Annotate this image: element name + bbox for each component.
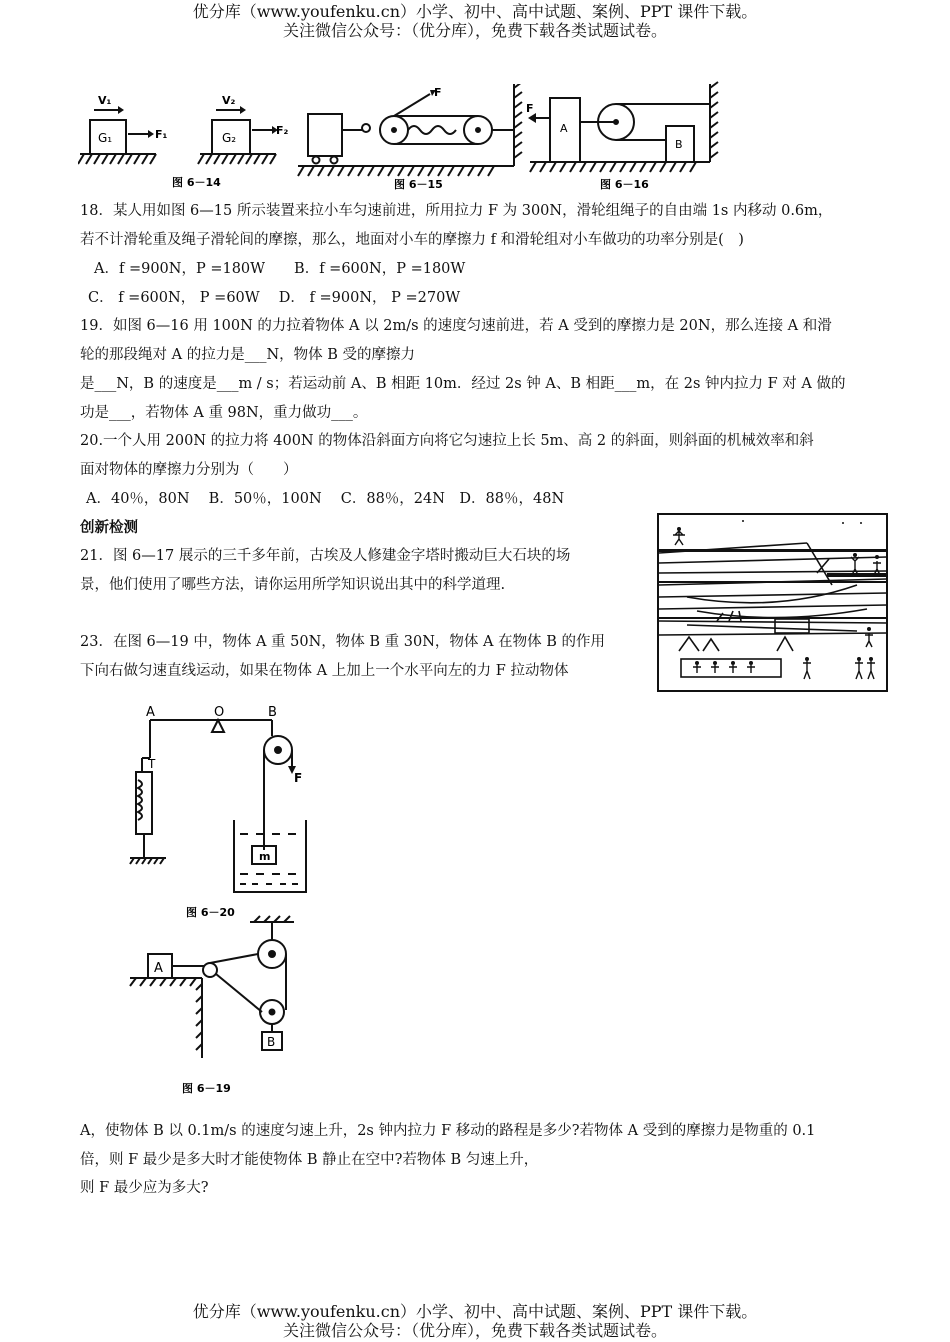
label-v1: V₁ (98, 94, 112, 107)
label-f1: F₁ (155, 128, 168, 141)
label-f: F (294, 771, 303, 785)
q20-options: A．40％，80N B．50％，100N C．88％，24N D．88％，48N (86, 491, 565, 507)
q19-line-1: 19．如图 6—16 用 100N 的力拉着物体 A 以 2m/s 的速度匀速前进，若 A 受到的摩擦力是 20N，那么连接 A 和滑 (80, 318, 832, 334)
q23-line-5: 则 F 最少应为多大? (80, 1180, 209, 1196)
figure-6-19 (126, 914, 316, 1094)
q23-line-1: 23．在图 6—19 中，物体 A 重 50N，物体 B 重 30N，物体 A 在物体 B 的作用 (80, 634, 605, 650)
section-title: 创新检测 (80, 519, 138, 536)
label-m: m (259, 850, 271, 863)
q18-options-ab: A．f =900N，P =180W B．f =600N，P =180W (94, 261, 466, 277)
q23-line-4: 倍，则 F 最少是多大时才能使物体 B 静止在空中?若物体 B 匀速上升， (80, 1152, 539, 1168)
label-v2: V₂ (222, 94, 236, 107)
q23-line-2: 下向右做匀速直线运动，如果在物体 A 上加上一个水平向左的力 F 拉动物体 (80, 663, 569, 679)
label-g2: G₂ (222, 131, 237, 145)
figure-6-16 (524, 80, 720, 192)
header-line-2: 关注微信公众号：（优分库），免费下载各类试题试卷。 (282, 21, 667, 40)
label-f2: F₂ (276, 124, 289, 137)
caption-6-20: 图 6－20 (186, 906, 235, 919)
caption-6-15: 图 6－15 (394, 178, 443, 191)
label-b: B (268, 705, 277, 720)
label-b: B (267, 1035, 276, 1049)
caption-6-16: 图 6－16 (600, 178, 649, 191)
q19-line-2: 轮的那段绳对 A 的拉力是___N，物体 B 受的摩擦力 (80, 347, 415, 363)
figure-6-20 (126, 702, 316, 922)
label-g1: G₁ (98, 131, 113, 145)
q20-line-2: 面对物体的摩擦力分别为（ ） (80, 462, 298, 478)
q18-options-cd: C． f =600N， P =60W D． f =900N， P =270W (88, 290, 461, 306)
caption-6-19: 图 6－19 (182, 1082, 231, 1094)
footer-line-2: 关注微信公众号：（优分库），免费下载各类试题试卷。 (282, 1321, 667, 1340)
figure-6-17-pyramid-scene (657, 513, 889, 693)
label-f: F (434, 86, 442, 99)
label-o: O (214, 705, 225, 720)
q21-line-2: 景，他们使用了哪些方法，请你运用所学知识说出其中的科学道理. (80, 577, 506, 593)
label-b: B (675, 138, 683, 151)
figure-6-14 (78, 88, 293, 192)
q20-line-1: 20.一个人用 200N 的拉力将 400N 的物体沿斜面方向将它匀速拉上长 5m、高 2 的斜面，则斜面的机械效率和斜 (80, 433, 814, 449)
q23-line-3: A，使物体 B 以 0.1m/s 的速度匀速上升，2s 钟内拉力 F 移动的路程是多少?若物体 A 受到的摩擦力是物重的 0.1 (80, 1123, 816, 1139)
label-a: A (560, 122, 568, 135)
label-t: T (148, 757, 156, 771)
caption-6-14: 图 6－14 (172, 176, 221, 189)
q19-line-3: 是___N，B 的速度是___m / s；若运动前 A、B 相距 10m．经过 2s 钟 A、B 相距___m，在 2s 钟内拉力 F 对 A 做的 (80, 376, 846, 392)
q18-line-2: 若不计滑轮重及绳子滑轮间的摩擦，那么，地面对小车的摩擦力 f 和滑轮组对小车做功的功率分别是( ) (80, 232, 744, 248)
figure-6-15 (296, 84, 526, 192)
label-f: F (526, 102, 534, 115)
q21-line-1: 21．图 6—17 展示的三千多年前，古埃及人修建金字塔时搬动巨大石块的场 (80, 548, 571, 564)
q18-line-1: 18．某人用如图 6—15 所示装置来拉小车匀速前进，所用拉力 F 为 300N，滑轮组绳子的自由端 1s 内移动 0.6m， (80, 203, 833, 219)
label-a: A (154, 961, 163, 976)
label-a: A (146, 705, 155, 720)
q19-line-4: 功是___，若物体 A 重 98N，重力做功___。 (80, 405, 368, 421)
header-line-1: 优分库（www.youfenku.cn）小学、初中、高中试题、案例、PPT 课件下载。 (192, 2, 758, 21)
footer-line-1: 优分库（www.youfenku.cn）小学、初中、高中试题、案例、PPT 课件下载。 (192, 1302, 758, 1321)
